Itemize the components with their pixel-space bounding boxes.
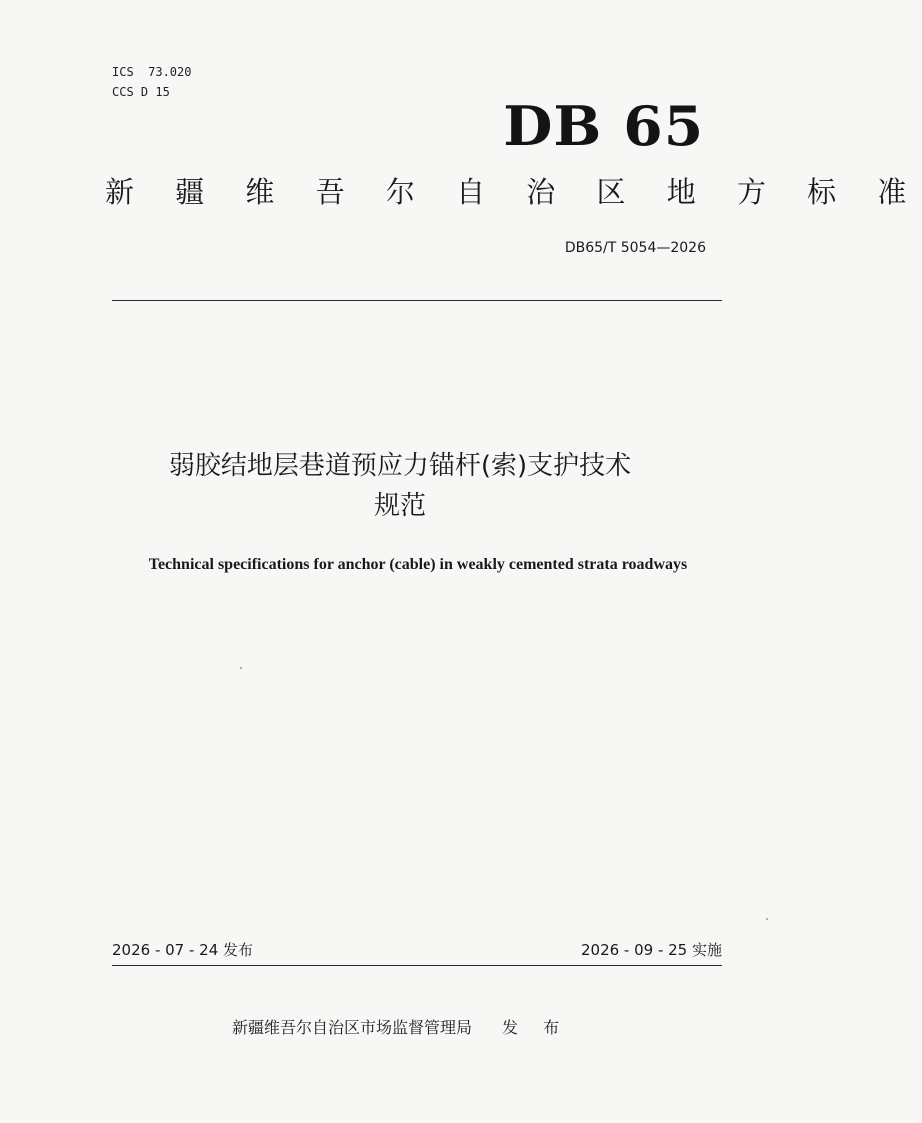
scan-speck [240, 667, 242, 669]
logo-text: DB 65 [503, 94, 705, 158]
ics-code: ICS 73.020 [112, 65, 192, 79]
implementation-date: 2026 - 09 - 25 实施 [580, 941, 722, 959]
issuer-action: 发 布 [502, 1018, 570, 1037]
chinese-title [80, 446, 720, 526]
bottom-divider [112, 965, 722, 966]
chinese-title-line-2: 规范 [373, 491, 426, 521]
date-row [112, 938, 722, 964]
issuer-name: 新疆维吾尔自治区市场监督管理局 [232, 1018, 473, 1037]
chinese-title-line-1: 弱胶结地层巷道预应力锚杆(索)支护技术 [168, 451, 632, 481]
db65-logo [503, 94, 705, 158]
english-title: Technical specifications for anchor (cable) in weakly cemented strata roadways [148, 556, 688, 573]
ccs-code: CCS D 15 [112, 85, 170, 99]
standard-number: DB65/T 5054—2026 [564, 240, 706, 256]
issue-date: 2026 - 07 - 24 发布 [112, 941, 254, 959]
top-divider [112, 300, 722, 301]
issuer-line [232, 1016, 569, 1040]
classification-codes [112, 62, 191, 102]
scan-speck [766, 918, 768, 920]
standard-type-heading: 新 疆 维 吾 尔 自 治 区 地 方 标 准 [105, 175, 922, 209]
